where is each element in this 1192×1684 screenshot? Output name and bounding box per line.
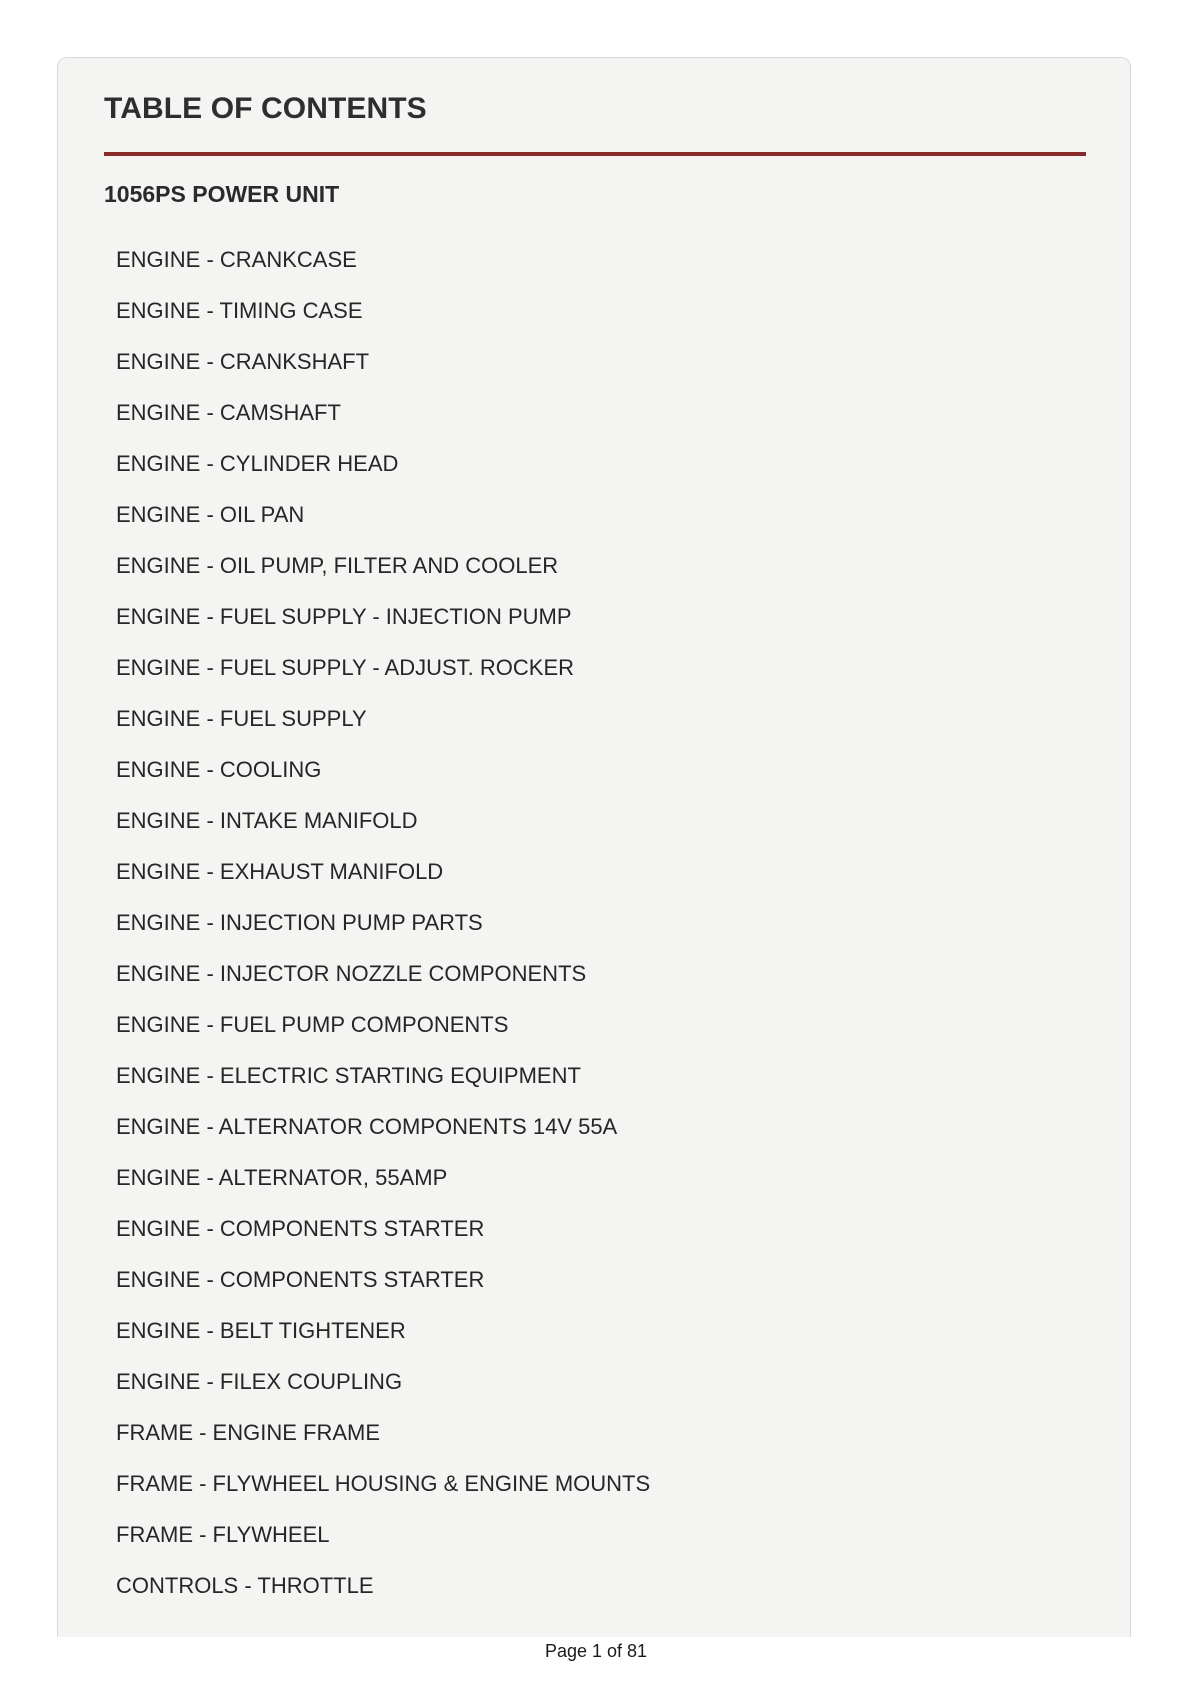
section-heading: 1056PS POWER UNIT — [104, 181, 340, 207]
toc-entry[interactable]: FRAME - FLYWHEEL — [116, 1522, 330, 1547]
toc-entry[interactable]: ENGINE - FUEL SUPPLY — [116, 706, 367, 731]
toc-entry[interactable]: FRAME - FLYWHEEL HOUSING & ENGINE MOUNTS — [116, 1471, 651, 1496]
toc-entry[interactable]: ENGINE - OIL PAN — [116, 502, 305, 527]
toc-entry[interactable]: ENGINE - ELECTRIC STARTING EQUIPMENT — [116, 1063, 581, 1088]
toc-entry[interactable]: ENGINE - FILEX COUPLING — [116, 1369, 403, 1394]
toc-entry[interactable]: ENGINE - ALTERNATOR COMPONENTS 14V 55A — [116, 1114, 618, 1139]
toc-entry[interactable]: ENGINE - FUEL SUPPLY - INJECTION PUMP — [116, 604, 572, 629]
toc-entry[interactable]: ENGINE - CAMSHAFT — [116, 400, 341, 425]
title-divider — [104, 152, 1086, 156]
toc-card — [57, 57, 1131, 1637]
toc-entry[interactable]: ENGINE - INTAKE MANIFOLD — [116, 808, 418, 833]
toc-entry[interactable]: CONTROLS - THROTTLE — [116, 1573, 374, 1598]
toc-entry[interactable]: ENGINE - CRANKCASE — [116, 247, 357, 272]
toc-entry[interactable]: ENGINE - EXHAUST MANIFOLD — [116, 859, 444, 884]
toc-entry[interactable]: ENGINE - COMPONENTS STARTER — [116, 1216, 485, 1241]
page-title: TABLE OF CONTENTS — [104, 92, 427, 125]
toc-entry[interactable]: ENGINE - INJECTOR NOZZLE COMPONENTS — [116, 961, 587, 986]
toc-list — [116, 246, 650, 1623]
toc-entry[interactable]: FRAME - ENGINE FRAME — [116, 1420, 381, 1445]
toc-entry[interactable]: ENGINE - BELT TIGHTENER — [116, 1318, 406, 1343]
toc-entry[interactable]: ENGINE - TIMING CASE — [116, 298, 363, 323]
page-number: Page 1 of 81 — [544, 1641, 648, 1661]
toc-entry[interactable]: ENGINE - FUEL PUMP COMPONENTS — [116, 1012, 509, 1037]
toc-entry[interactable]: ENGINE - CYLINDER HEAD — [116, 451, 399, 476]
toc-entry[interactable]: ENGINE - ALTERNATOR, 55AMP — [116, 1165, 448, 1190]
toc-entry[interactable]: ENGINE - INJECTION PUMP PARTS — [116, 910, 483, 935]
toc-entry[interactable]: ENGINE - COMPONENTS STARTER — [116, 1267, 485, 1292]
toc-entry[interactable]: ENGINE - COOLING — [116, 757, 322, 782]
toc-entry[interactable]: ENGINE - OIL PUMP, FILTER AND COOLER — [116, 553, 559, 578]
toc-entry[interactable]: ENGINE - FUEL SUPPLY - ADJUST. ROCKER — [116, 655, 575, 680]
toc-entry[interactable]: ENGINE - CRANKSHAFT — [116, 349, 370, 374]
